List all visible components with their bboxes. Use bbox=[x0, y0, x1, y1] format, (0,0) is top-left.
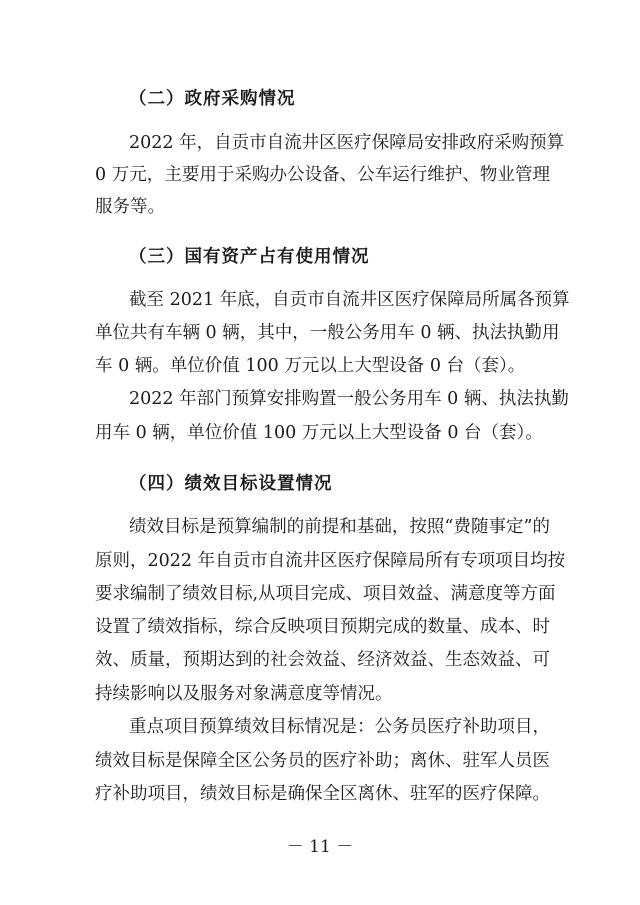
section-heading-assets: （三）国有资产占有使用情况 bbox=[129, 247, 370, 267]
section-heading-procurement: （二）政府采购情况 bbox=[129, 89, 296, 109]
section-heading-performance: （四）绩效目标设置情况 bbox=[129, 474, 333, 494]
page-number: － 11 － bbox=[286, 837, 354, 857]
paragraph-line: 持续影响以及服务对象满意度等情况。 bbox=[95, 684, 393, 704]
paragraph-line: 效、质量，预期达到的社会效益、经济效益、生态效益、可 bbox=[95, 650, 550, 670]
paragraph-line: 2022 年，自贡市自流井区医疗保障局安排政府采购预算 bbox=[129, 133, 565, 153]
paragraph-line: 疗补助项目，绩效目标是确保全区离休、驻军的医疗保障。 bbox=[95, 784, 550, 804]
paragraph-line: 用车 0 辆，单位价值 100 万元以上大型设备 0 台（套）。 bbox=[95, 423, 543, 443]
paragraph-line: 车 0 辆。单位价值 100 万元以上大型设备 0 台（套）。 bbox=[95, 356, 526, 376]
paragraph-line: 原则，2022 年自贡市自流井区医疗保障局所有专项项目均按 bbox=[95, 551, 566, 571]
paragraph-line: 单位共有车辆 0 辆，其中，一般公务用车 0 辆、执法执勤用 bbox=[95, 323, 560, 343]
paragraph-line: 重点项目预算绩效目标情况是：公务员医疗补助项目， bbox=[129, 717, 550, 737]
paragraph-line: 绩效目标是预算编制的前提和基础，按照“费随事定”的 bbox=[129, 517, 550, 537]
paragraph-line: 设置了绩效指标，综合反映项目预期完成的数量、成本、时 bbox=[95, 617, 550, 637]
paragraph-line: 截至 2021 年底，自贡市自流井区医疗保障局所属各预算 bbox=[129, 290, 570, 310]
paragraph-line: 2022 年部门预算安排购置一般公务用车 0 辆、执法执勤 bbox=[129, 389, 569, 409]
paragraph-line: 服务等。 bbox=[95, 197, 165, 217]
paragraph-line: 绩效目标是保障全区公务员的医疗补助；离休、驻军人员医 bbox=[95, 751, 550, 771]
paragraph-line: 0 万元，主要用于采购办公设备、公车运行维护、物业管理 bbox=[95, 165, 550, 185]
paragraph-line: 要求编制了绩效目标,从项目完成、项目效益、满意度等方面 bbox=[95, 584, 556, 604]
